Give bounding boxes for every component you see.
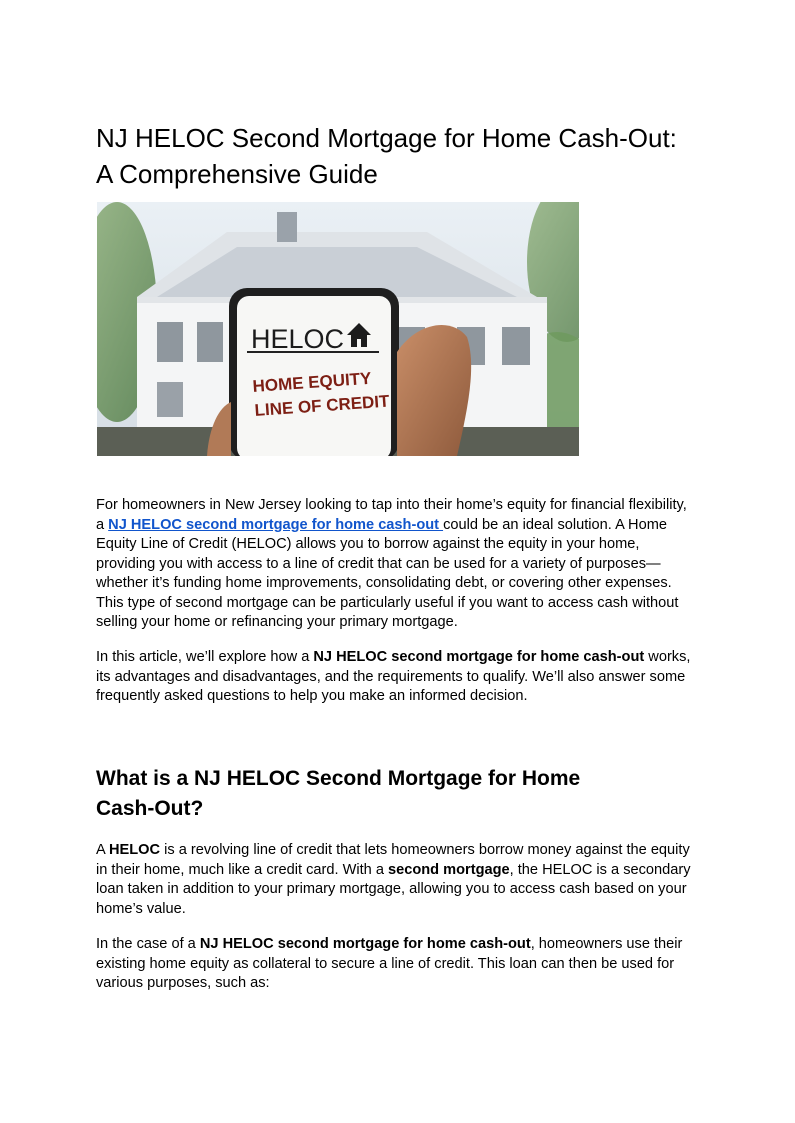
overview-bold-term: NJ HELOC second mortgage for home cash-out [313, 649, 645, 665]
phone-line-1: HOME EQUITY [251, 368, 373, 396]
definition-text-a: A [96, 842, 109, 858]
usage-bold-term: NJ HELOC second mortgage for home cash-out [199, 936, 531, 952]
section-heading-what-is [96, 764, 696, 824]
phone-heading: HELOC [251, 324, 345, 354]
definition-text-d: , the HELOC is a secondary loan taken in addition to your primary mortgage, allowing you to access cash based on your home’s value. [96, 861, 691, 917]
heloc-cash-out-link[interactable]: NJ HELOC second mortgage for home cash-out [108, 516, 444, 533]
heloc-definition-paragraph [96, 841, 696, 919]
section-heading-line-2: Cash-Out? [96, 797, 204, 820]
cash-out-usage-paragraph [96, 935, 696, 994]
intro-text-end: could be an ideal solution. A Home Equity Line of Credit (HELOC) allows you to borrow against the equity in your home, providing you with access to a line of credit that can be used for a variety of purposes—whether it’s funding home improvements, consolidating debt, or covering other expenses. This type of second mortgage can be particularly useful if you want to access cash without selling your home or refinancing your primary mortgage. [96, 516, 679, 630]
intro-text-start: For homeowners in New Jersey looking to tap into their home’s equity for financial flexibility, a [96, 497, 687, 533]
definition-bold-heloc: HELOC [108, 842, 161, 858]
overview-text-start: In this article, we’ll explore how a [96, 649, 314, 665]
usage-text-start: In the case of a [96, 936, 200, 952]
section-heading-line-1: What is a NJ HELOC Second Mortgage for Home [96, 767, 581, 790]
hero-image [97, 202, 579, 456]
usage-text-end: , homeowners use their existing home equity as collateral to secure a line of credit. This loan can then be used for various purposes, such as: [96, 936, 683, 991]
phone-line-2: LINE OF CREDIT [253, 391, 391, 420]
page-title [96, 120, 706, 192]
title-line-2: A Comprehensive Guide [96, 159, 378, 189]
title-line-1: NJ HELOC Second Mortgage for Home Cash-Out: [96, 123, 677, 153]
heloc-phone-illustration [97, 202, 579, 456]
overview-text-end: works, its advantages and disadvantages, and the requirements to qualify. We’ll also answer some frequently asked questions to help you make an informed decision. [96, 649, 691, 704]
article-overview-paragraph [96, 648, 696, 707]
intro-paragraph [96, 496, 696, 633]
definition-bold-second-mortgage: second mortgage [388, 861, 510, 878]
definition-text-c: is a revolving line of credit that lets homeowners borrow money against the equity in their home, much like a credit card. With a [96, 842, 690, 878]
